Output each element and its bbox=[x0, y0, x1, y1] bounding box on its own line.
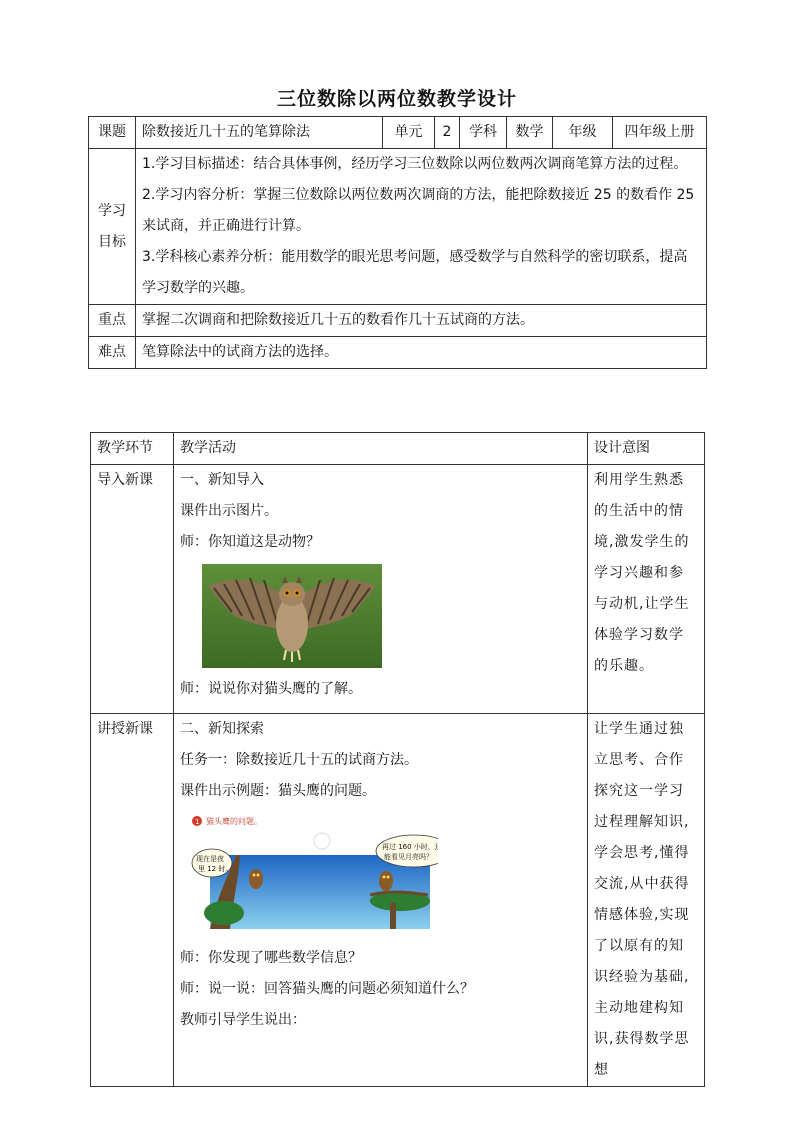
info-table bbox=[88, 116, 707, 369]
svg-text:现在是夜: 现在是夜 bbox=[196, 855, 224, 863]
activity-line: 师：你发现了哪些数学信息？ bbox=[180, 950, 362, 966]
difficulty-row bbox=[89, 337, 707, 369]
activity-line: 课件出示例题：猫头鹰的问题。 bbox=[180, 783, 376, 799]
header-activity: 教学活动 bbox=[174, 433, 588, 465]
activity-new bbox=[174, 714, 588, 1087]
design-new: 让学生通过独立思考、合作探究这一学习过程理解知识,学会思考,懂得交流,从中获得情感体验,实现了以原有的知识经验为基础,主动地建构知识,获得数学思想 bbox=[588, 714, 705, 1087]
topic-value: 除数接近几十五的笔算除法 bbox=[136, 117, 383, 149]
svg-text:再过 160 小时，还: 再过 160 小时，还 bbox=[382, 843, 438, 851]
header-stage: 教学环节 bbox=[91, 433, 174, 465]
process-table bbox=[90, 432, 705, 1087]
activity-line: 一、新知导入 bbox=[180, 472, 264, 488]
unit-label: 单元 bbox=[383, 117, 435, 149]
header-design: 设计意图 bbox=[588, 433, 705, 465]
svg-text:里 12 时。: 里 12 时。 bbox=[198, 865, 233, 873]
objectives-row bbox=[89, 149, 707, 305]
activity-line: 任务一：除数接近几十五的试商方法。 bbox=[180, 752, 418, 768]
owl-image bbox=[202, 564, 382, 668]
activity-line: 教师引导学生说出： bbox=[180, 1012, 306, 1028]
activity-line: 二、新知探索 bbox=[180, 721, 264, 737]
owl-problem-image bbox=[190, 815, 438, 933]
activity-line: 师：说一说：回答猫头鹰的问题必须知道什么？ bbox=[180, 981, 474, 997]
grade-value: 四年级上册 bbox=[613, 117, 707, 149]
difficulty-label: 难点 bbox=[89, 337, 136, 369]
objectives-label bbox=[89, 149, 136, 305]
objectives-content bbox=[136, 149, 707, 305]
activity-intro bbox=[174, 465, 588, 714]
topic-row bbox=[89, 117, 707, 149]
objectives-label-line1: 学习 bbox=[98, 202, 126, 219]
activity-line: 课件出示图片。 bbox=[180, 503, 278, 519]
stage-new: 讲授新课 bbox=[91, 714, 174, 1087]
process-row-new bbox=[91, 714, 705, 1087]
stage-intro: 导入新课 bbox=[91, 465, 174, 714]
process-row-intro bbox=[91, 465, 705, 714]
key-row bbox=[89, 305, 707, 337]
grade-label: 年级 bbox=[553, 117, 613, 149]
page-title: 三位数除以两位数教学设计 bbox=[276, 88, 517, 110]
activity-line: 师：说说你对猫头鹰的了解。 bbox=[180, 681, 362, 697]
objective-item: 3.学科核心素养分析：能用数学的眼光思考问题，感受数学与自然科学的密切联系，提高学习数学的兴趣。 bbox=[142, 249, 688, 296]
objective-item: 2.学习内容分析：掌握三位数除以两位数两次调商的方法，能把除数接近 25 的数看作 25 来试商，并正确进行计算。 bbox=[142, 187, 695, 234]
subject-label: 学科 bbox=[460, 117, 507, 149]
key-value: 掌握二次调商和把除数接近几十五的数看作几十五试商的方法。 bbox=[136, 305, 707, 337]
image-caption: 猫头鹰的问题。 bbox=[206, 817, 262, 826]
design-intro: 利用学生熟悉的生活中的情境,激发学生的学习兴趣和参与动机,让学生体验学习数学的乐趣。 bbox=[588, 465, 705, 714]
process-header-row bbox=[91, 433, 705, 465]
objective-item: 1.学习目标描述：结合具体事例，经历学习三位数除以两位数两次调商笔算方法的过程。 bbox=[142, 156, 688, 172]
unit-value: 2 bbox=[435, 117, 460, 149]
objectives-label-line2: 目标 bbox=[98, 233, 126, 250]
topic-label: 课题 bbox=[89, 117, 136, 149]
key-label: 重点 bbox=[89, 305, 136, 337]
activity-line: 师：你知道这是动物？ bbox=[180, 534, 320, 550]
difficulty-value: 笔算除法中的试商方法的选择。 bbox=[136, 337, 707, 369]
svg-text:1: 1 bbox=[195, 818, 200, 826]
svg-text:能看见月亮吗？: 能看见月亮吗？ bbox=[384, 853, 433, 861]
subject-value: 数学 bbox=[507, 117, 553, 149]
